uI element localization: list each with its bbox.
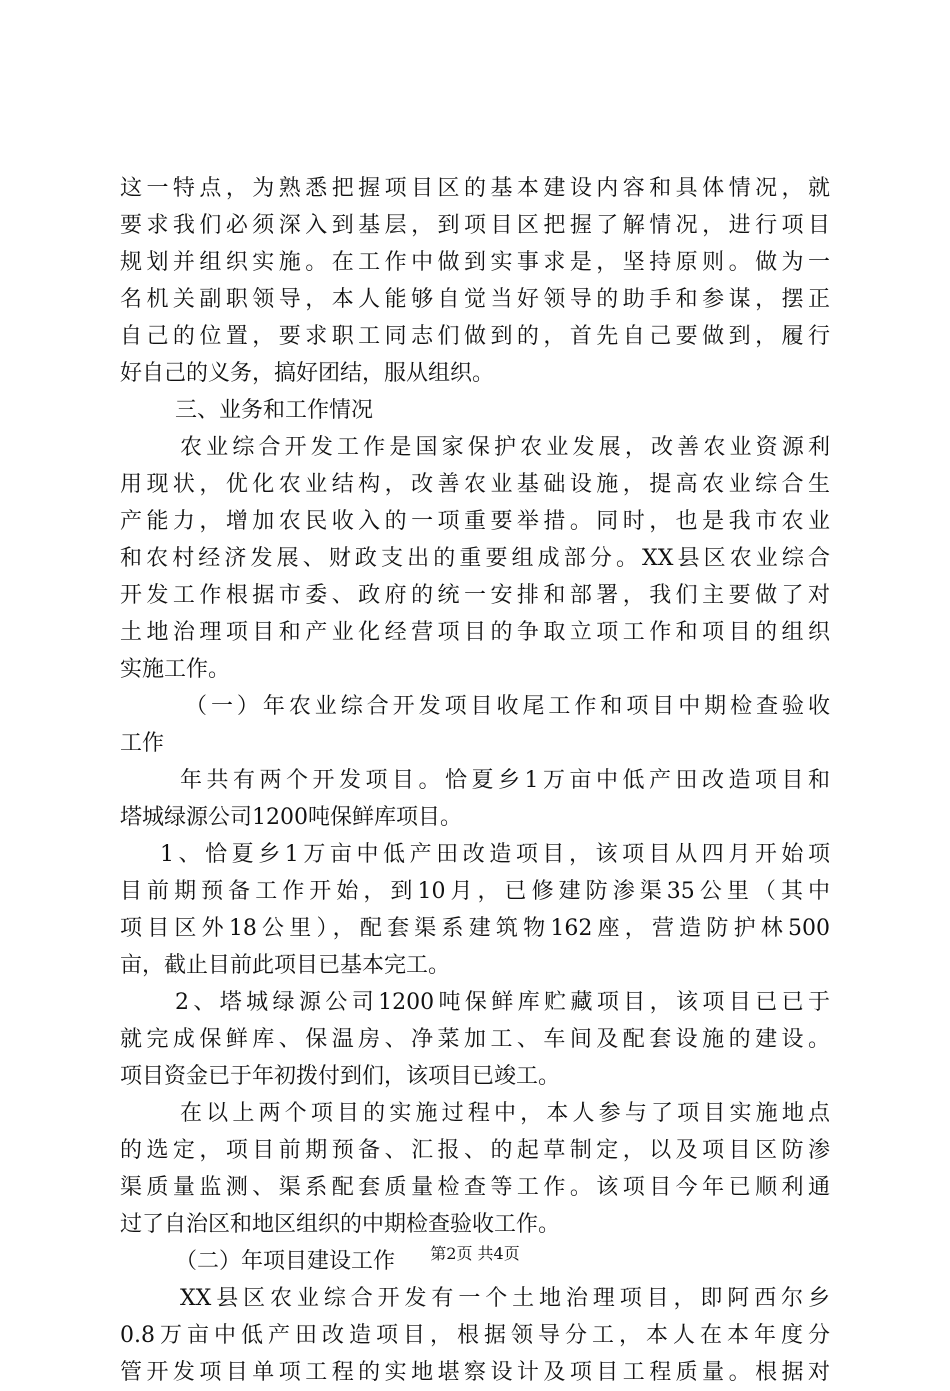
text-line: 开发工作根据市委、政府的统一安排和部署，我们主要做了对	[120, 583, 830, 608]
text-line: 在以上两个项目的实施过程中，本人参与了项目实施地点	[180, 1101, 830, 1126]
text-line: 土地治理项目和产业化经营项目的争取立项工作和项目的组织	[120, 620, 830, 645]
text-line: 2、塔城绿源公司1200吨保鲜库贮藏项目，该项目已已于	[175, 990, 830, 1015]
text-line: 用现状，优化农业结构，改善农业基础设施，提高农业综合生	[120, 472, 830, 497]
text-line: 塔城绿源公司1200吨保鲜库项目。	[120, 805, 462, 830]
text-line: XX县区农业综合开发有一个土地治理项目，即阿西尔乡	[180, 1286, 830, 1311]
subsection-heading: （二）年项目建设工作	[175, 1249, 396, 1274]
text-line: 自己的位置，要求职工同志们做到的，首先自己要做到，履行	[120, 324, 830, 349]
text-line: 和农村经济发展、财政支出的重要组成部分。XX县区农业综合	[120, 546, 830, 571]
document-body	[120, 170, 830, 1391]
text-line: 实施工作。	[120, 657, 231, 682]
text-line: 项目资金已于年初拨付到们，该项目已竣工。	[120, 1064, 561, 1089]
page-number-footer: 第2页 共4页	[430, 1244, 520, 1263]
text-line: 项目区外18公里），配套渠系建筑物162座，营造防护林500	[120, 916, 830, 941]
text-line: 就完成保鲜库、保温房、净菜加工、车间及配套设施的建设。	[120, 1027, 830, 1052]
text-line: 0.8万亩中低产田改造项目，根据领导分工，本人在本年度分	[120, 1323, 830, 1348]
text-line: 这一特点，为熟悉把握项目区的基本建设内容和具体情况，就	[120, 176, 830, 201]
text-line: 要求我们必须深入到基层，到项目区把握了解情况，进行项目	[120, 213, 830, 238]
text-line: 亩，截止目前此项目已基本完工。	[120, 953, 451, 978]
text-line: 产能力，增加农民收入的一项重要举措。同时，也是我市农业	[120, 509, 830, 534]
text-line: 管开发项目单项工程的实地堪察设计及项目工程质量。根据对	[120, 1360, 830, 1385]
text-line: 的选定，项目前期预备、汇报、的起草制定，以及项目区防渗	[120, 1138, 830, 1163]
text-line: 过了自治区和地区组织的中期检查验收工作。	[120, 1212, 561, 1237]
subsection-heading: （一）年农业综合开发项目收尾工作和项目中期检查验收	[185, 694, 830, 719]
text-line: 工作	[120, 731, 165, 756]
text-line: 农业综合开发工作是国家保护农业发展，改善农业资源利	[180, 435, 830, 460]
text-line: 名机关副职领导，本人能够自觉当好领导的助手和参谋，摆正	[120, 287, 830, 312]
text-line: 1、恰夏乡1万亩中低产田改造项目，该项目从四月开始项	[160, 842, 830, 867]
text-line: 规划并组织实施。在工作中做到实事求是，坚持原则。做为一	[120, 250, 830, 275]
text-line: 好自己的义务，搞好团结，服从组织。	[120, 361, 495, 386]
text-line: 年共有两个开发项目。恰夏乡1万亩中低产田改造项目和	[180, 768, 830, 793]
text-line: 渠质量监测、渠系配套质量检查等工作。该项目今年已顺利通	[120, 1175, 830, 1200]
section-heading: 三、业务和工作情况	[175, 398, 374, 423]
text-line: 目前期预备工作开始，到10月，已修建防渗渠35公里（其中	[120, 879, 830, 904]
